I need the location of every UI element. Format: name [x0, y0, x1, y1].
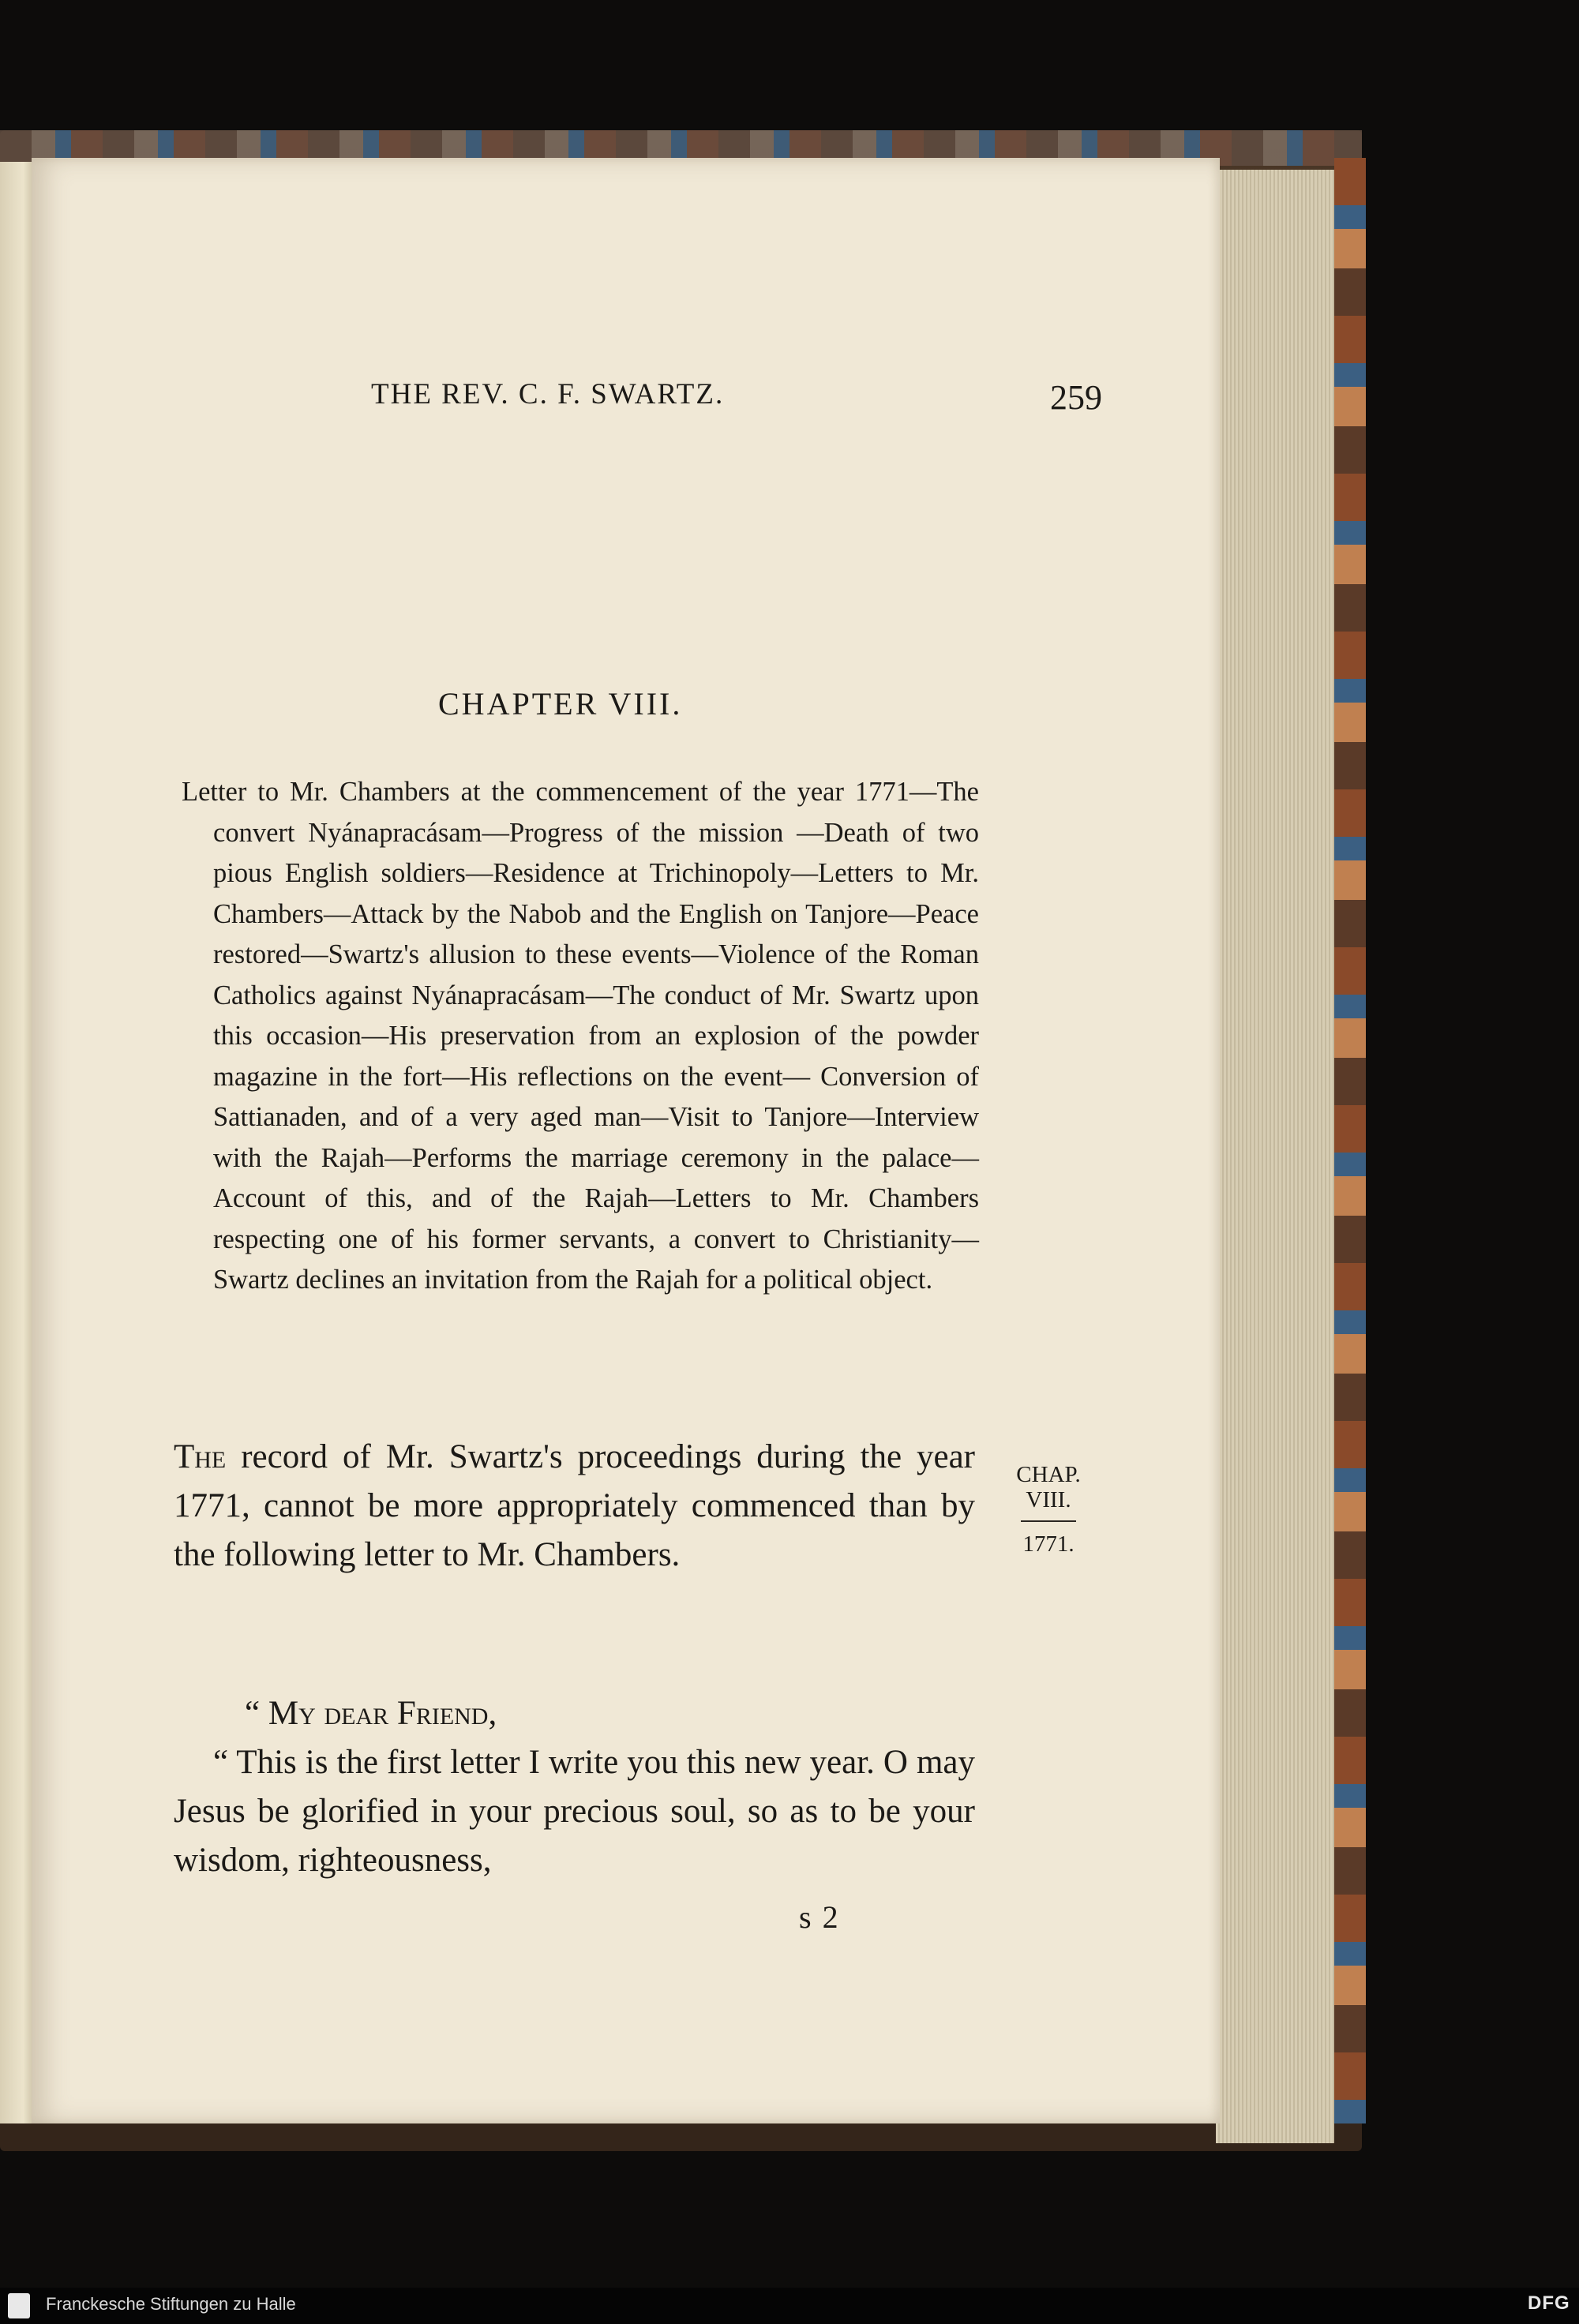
footer-institution: Franckesche Stiftungen zu Halle [46, 2294, 296, 2314]
margin-chapter-number: VIII. [1026, 1487, 1071, 1512]
chapter-heading: CHAPTER VIII. [438, 686, 683, 722]
margin-chap: CHAP. [1016, 1462, 1081, 1487]
letter-salutation: “ My dear Friend, [245, 1695, 497, 1732]
marbled-edge-right [1334, 158, 1366, 2123]
opening-rest: record of Mr. Swartz's proceedings during the year 1771, cannot be more appropriately commenced than by the following letter to Mr. Chambers. [174, 1438, 975, 1573]
chapter-summary [182, 772, 979, 1301]
dfg-logo: DFG [1528, 2292, 1570, 2314]
chapter-summary-text: Letter to Mr. Chambers at the commencement of the year 1771—The convert Nyánapracásam—Progress of the mission —Death of two pious English soldiers—Residence at Trichinopoly—Letters to Mr. Chambers—Attack by the Nabob and the English on Tanjore—Peace restored—Swartz's allusion to these events—Violence of the Roman Catholics against Nyánapracásam—The conduct of Mr. Swartz upon this occasion—His preservation from an explosion of the powder magazine in the fort—His reflections on the event— Conversion of Sattianaden, and of a very aged man—Visit to Tanjore—Interview with the Rajah—Performs the marriage ceremony in the palace—Account of this, and of the Rajah—Letters to Mr. Chambers respecting one of his former servants, a convert to Christianity—Swartz declines an invitation from the Rajah for a political object. [182, 777, 979, 1295]
margin-note [1001, 1462, 1096, 1557]
margin-year: 1771. [1022, 1531, 1075, 1557]
opening-first-word: The [174, 1438, 227, 1475]
signature-mark: s 2 [799, 1899, 840, 1935]
opening-paragraph [174, 1433, 975, 1580]
opening-paragraph-text [174, 1433, 975, 1580]
institution-logo-icon [8, 2293, 30, 2318]
margin-rule [1021, 1520, 1076, 1522]
page-block-edges [1216, 170, 1334, 2143]
page-number: 259 [1050, 378, 1102, 417]
facing-page-edge [0, 162, 33, 2123]
running-title: THE REV. C. F. SWARTZ. [371, 378, 725, 410]
letter [174, 1689, 975, 1885]
letter-text: “ This is the first letter I write you this new year. O may Jesus be glorified in your precious soul, so as to be your wisdom, righteousness, [174, 1744, 975, 1879]
